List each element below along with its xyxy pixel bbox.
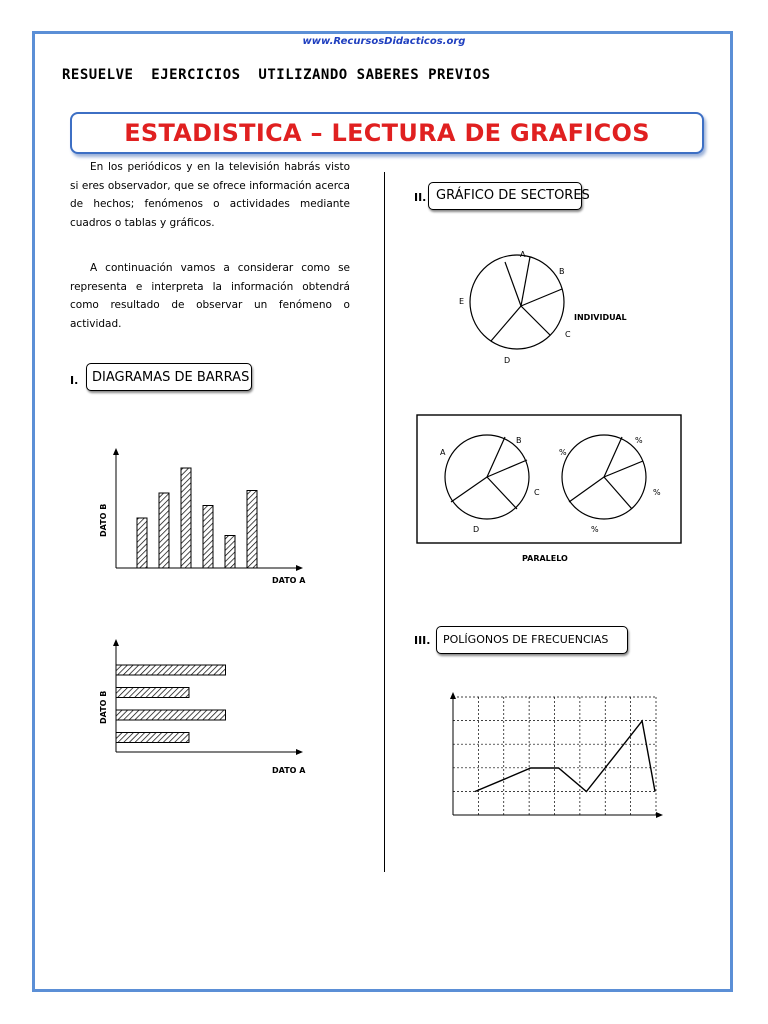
poly-y-arrow: [450, 692, 456, 699]
section3-number: III.: [414, 634, 431, 647]
parallel-right-label-4: %: [591, 525, 599, 534]
page-title: ESTADISTICA – LECTURA DE GRAFICOS: [124, 119, 650, 147]
parallel-left-label-b: B: [516, 436, 522, 445]
poly-x-arrow: [656, 812, 663, 818]
individual-label-b: B: [559, 267, 565, 276]
parallel-caption: PARALELO: [522, 554, 568, 563]
poly-series-line: [475, 721, 655, 792]
section3-title: POLÍGONOS DE FRECUENCIAS: [443, 633, 609, 646]
section1-title: DIAGRAMAS DE BARRAS: [92, 370, 250, 385]
site-url[interactable]: www.RecursosDidacticos.org: [302, 36, 466, 47]
section1-number: I.: [70, 374, 79, 387]
individual-caption: INDIVIDUAL: [574, 313, 627, 322]
vbar-xlabel: DATO A: [272, 576, 306, 585]
parallel-left-label-d: D: [473, 525, 480, 534]
parallel-left-label-a: A: [440, 448, 446, 457]
intro-paragraph-1: En los periódicos y en la televisión habrás visto si eres observador, que se ofrece información acerca de hechos; fenómenos o actividades mediante cuadros o tablas y gráficos.: [70, 161, 350, 229]
hbar-xlabel: DATO A: [272, 766, 306, 775]
parallel-right-label-2: %: [635, 436, 643, 445]
page-subtitle: RESUELVE EJERCICIOS UTILIZANDO SABERES PREVIOS: [62, 67, 491, 83]
individual-label-e: E: [459, 297, 465, 306]
individual-label-d: D: [504, 356, 511, 365]
section2-number: II.: [414, 191, 427, 204]
parallel-left-label-c: C: [534, 488, 540, 497]
hbar-ylabel: DATO B: [99, 690, 108, 724]
vbar-ylabel: DATO B: [99, 503, 108, 537]
parallel-right-label-3: %: [653, 488, 661, 497]
section2-title: GRÁFICO DE SECTORES: [436, 188, 590, 203]
parallel-right-label-1: %: [559, 448, 567, 457]
intro-paragraph-2: A continuación vamos a considerar como se representa e interpreta la información obtendrá como resultado de observar un fenómeno o actividad.: [70, 262, 350, 330]
individual-label-c: C: [565, 330, 571, 339]
individual-label-a: A: [520, 250, 526, 259]
